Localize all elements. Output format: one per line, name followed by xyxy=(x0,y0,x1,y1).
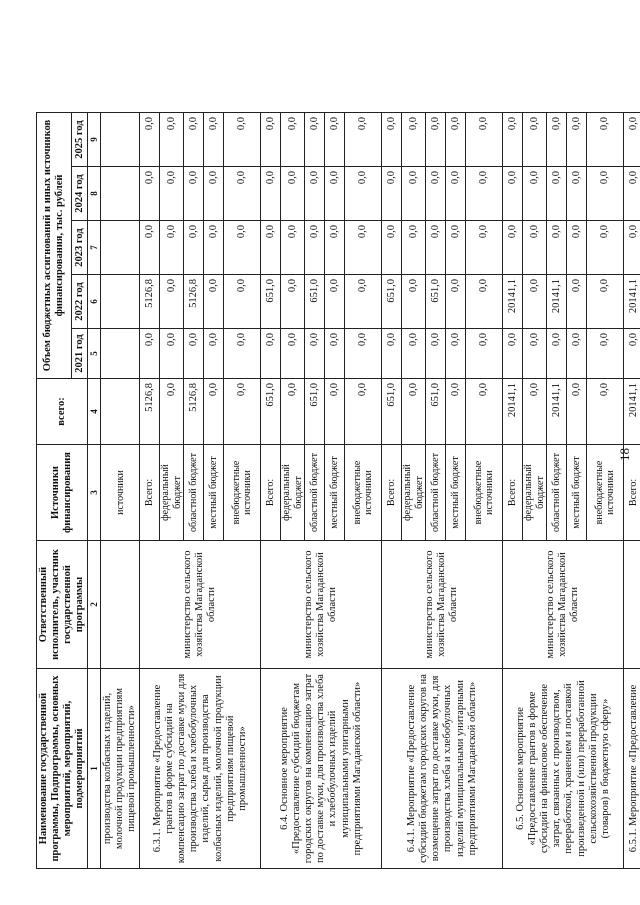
header-year: 2021 год xyxy=(71,329,87,379)
column-number: 3 xyxy=(88,445,101,541)
amount-cell: 0,0 xyxy=(204,329,224,379)
header-year: 2025 год xyxy=(71,113,87,167)
amount-cell: 0,0 xyxy=(587,275,624,329)
amount-cell: 5126,8 xyxy=(140,379,160,445)
column-number: 1 xyxy=(88,669,101,869)
header-year: 2022 год xyxy=(71,275,87,329)
amount-cell: 0,0 xyxy=(523,329,547,379)
amount-cell: 0,0 xyxy=(402,379,426,445)
amount-cell: 0,0 xyxy=(305,167,325,221)
amount-cell: 0,0 xyxy=(402,221,426,275)
amount-cell: 0,0 xyxy=(547,221,567,275)
amount-cell: 0,0 xyxy=(160,329,184,379)
column-number: 9 xyxy=(88,113,101,167)
budget-table xyxy=(36,112,640,869)
amount-cell: 0,0 xyxy=(345,379,382,445)
column-number: 8 xyxy=(88,167,101,221)
amount-cell: 0,0 xyxy=(567,329,587,379)
amount-cell: 0,0 xyxy=(523,113,547,167)
amount-cell: 0,0 xyxy=(160,167,184,221)
amount-cell: 0,0 xyxy=(224,379,261,445)
responsible-cell: министерство сельского хозяйства Магаданской области xyxy=(261,541,382,669)
amount-cell: 0,0 xyxy=(325,167,345,221)
amount-cell: 0,0 xyxy=(184,329,204,379)
funding-source-cell: Всего: xyxy=(382,445,402,541)
column-number: 6 xyxy=(88,275,101,329)
funding-source-cell: Всего: xyxy=(624,445,640,541)
column-number: 7 xyxy=(88,221,101,275)
table-row xyxy=(624,113,640,869)
header-responsible: Ответственный исполнитель, участник государственной программы xyxy=(37,541,88,669)
amount-cell: 0,0 xyxy=(503,167,523,221)
amount-cell: 0,0 xyxy=(305,221,325,275)
amount-cell: 0,0 xyxy=(567,113,587,167)
amount-cell: 0,0 xyxy=(402,167,426,221)
funding-source-cell: Всего: xyxy=(140,445,160,541)
amount-cell: 0,0 xyxy=(426,113,446,167)
amount-cell: 0,0 xyxy=(281,329,305,379)
amount-cell: 651,0 xyxy=(305,275,325,329)
amount-cell: 20141,1 xyxy=(624,275,640,329)
amount-cell: 0,0 xyxy=(160,379,184,445)
amount-cell: 0,0 xyxy=(345,167,382,221)
header-name: Наименование государственной программы, Подпрограммы, основных мероприятий, мероприятий, подмероприятий xyxy=(37,669,88,869)
amount-cell: 0,0 xyxy=(345,329,382,379)
header-funding-group: Объем бюджетных ассигнований и иных источников финансирования, тыс. рублей xyxy=(37,113,72,379)
funding-source-cell: внебюджетные источники xyxy=(345,445,382,541)
amount-cell: 0,0 xyxy=(325,221,345,275)
amount-cell: 651,0 xyxy=(261,275,281,329)
header-year: 2024 год xyxy=(71,167,87,221)
amount-cell: 0,0 xyxy=(224,275,261,329)
amount-cell: 0,0 xyxy=(466,221,503,275)
amount-cell: 0,0 xyxy=(446,329,466,379)
table-row xyxy=(261,113,281,869)
funding-source-cell: внебюджетные источники xyxy=(224,445,261,541)
amount-cell: 0,0 xyxy=(402,329,426,379)
funding-source-cell: Всего: xyxy=(503,445,523,541)
amount-cell: 0,0 xyxy=(224,167,261,221)
amount-cell: 0,0 xyxy=(325,275,345,329)
table-row xyxy=(101,113,140,869)
amount-cell: 0,0 xyxy=(325,329,345,379)
amount-cell: 0,0 xyxy=(587,167,624,221)
amount-cell: 0,0 xyxy=(587,113,624,167)
responsible-cell xyxy=(101,541,140,669)
amount-cell: 0,0 xyxy=(281,379,305,445)
amount-cell: 0,0 xyxy=(140,221,160,275)
amount-cell: 0,0 xyxy=(281,113,305,167)
amount-cell: 0,0 xyxy=(446,275,466,329)
amount-cell: 0,0 xyxy=(466,379,503,445)
amount-cell xyxy=(101,221,140,275)
amount-cell: 651,0 xyxy=(426,379,446,445)
amount-cell: 0,0 xyxy=(224,113,261,167)
amount-cell: 0,0 xyxy=(466,167,503,221)
amount-cell: 0,0 xyxy=(624,221,640,275)
amount-cell: 651,0 xyxy=(426,275,446,329)
amount-cell: 5126,8 xyxy=(140,275,160,329)
amount-cell: 0,0 xyxy=(466,275,503,329)
amount-cell: 0,0 xyxy=(140,329,160,379)
funding-source-cell: местный бюджет xyxy=(325,445,345,541)
responsible-cell: министерство сельского хозяйства Магаданской области xyxy=(140,541,261,669)
amount-cell: 0,0 xyxy=(587,379,624,445)
amount-cell: 0,0 xyxy=(547,167,567,221)
amount-cell: 0,0 xyxy=(345,275,382,329)
amount-cell: 0,0 xyxy=(446,379,466,445)
amount-cell: 0,0 xyxy=(587,221,624,275)
amount-cell: 0,0 xyxy=(204,221,224,275)
amount-cell: 20141,1 xyxy=(503,379,523,445)
amount-cell: 651,0 xyxy=(382,275,402,329)
funding-source-cell: областной бюджет xyxy=(426,445,446,541)
amount-cell: 0,0 xyxy=(503,113,523,167)
column-number: 4 xyxy=(88,379,101,445)
amount-cell: 0,0 xyxy=(160,221,184,275)
amount-cell xyxy=(101,167,140,221)
amount-cell: 0,0 xyxy=(402,275,426,329)
funding-source-cell: внебюджетные источники xyxy=(466,445,503,541)
amount-cell: 0,0 xyxy=(503,329,523,379)
amount-cell: 0,0 xyxy=(382,167,402,221)
amount-cell: 0,0 xyxy=(345,221,382,275)
header-sources: Источники финансирования xyxy=(37,445,88,541)
amount-cell: 0,0 xyxy=(503,221,523,275)
amount-cell: 0,0 xyxy=(523,379,547,445)
amount-cell: 0,0 xyxy=(624,329,640,379)
amount-cell: 651,0 xyxy=(261,379,281,445)
amount-cell: 0,0 xyxy=(305,329,325,379)
amount-cell: 0,0 xyxy=(466,113,503,167)
amount-cell: 0,0 xyxy=(587,329,624,379)
column-number: 2 xyxy=(88,541,101,669)
amount-cell: 0,0 xyxy=(382,113,402,167)
amount-cell: 0,0 xyxy=(281,221,305,275)
funding-source-cell: областной бюджет xyxy=(305,445,325,541)
amount-cell: 0,0 xyxy=(382,221,402,275)
amount-cell: 0,0 xyxy=(261,167,281,221)
funding-source-cell: местный бюджет xyxy=(567,445,587,541)
amount-cell: 0,0 xyxy=(523,221,547,275)
table-row xyxy=(382,113,402,869)
amount-cell: 0,0 xyxy=(523,275,547,329)
funding-source-cell: источники xyxy=(101,445,140,541)
table-row xyxy=(503,113,523,869)
amount-cell: 0,0 xyxy=(184,113,204,167)
funding-source-cell: областной бюджет xyxy=(547,445,567,541)
amount-cell: 0,0 xyxy=(325,379,345,445)
program-name-cell: 6.4. Основное мероприятие «Предоставление субсидий бюджетам городских округов на компенсацию затрат по доставке муки, для производства хлеба и хлебобулочных изделий муниципальными унитарными предприятиями Магаданской области» xyxy=(261,669,382,869)
funding-source-cell: Всего: xyxy=(261,445,281,541)
amount-cell: 0,0 xyxy=(567,379,587,445)
amount-cell: 5126,8 xyxy=(184,379,204,445)
amount-cell: 0,0 xyxy=(160,113,184,167)
amount-cell: 0,0 xyxy=(547,329,567,379)
program-name-cell: 6.4.1. Мероприятие «Предоставление субсидий бюджетам городских округов на возмещение затрат по доставке муки, для производства хлеба и хлебобулочных изделий муниципальными унитарными предприятиями Магаданской области» xyxy=(382,669,503,869)
program-name-cell: 6.5.1. Мероприятие «Предоставление xyxy=(624,669,640,869)
table-row xyxy=(140,113,160,869)
amount-cell: 0,0 xyxy=(261,113,281,167)
amount-cell: 0,0 xyxy=(523,167,547,221)
amount-cell: 0,0 xyxy=(382,329,402,379)
funding-source-cell: местный бюджет xyxy=(446,445,466,541)
amount-cell xyxy=(101,113,140,167)
column-number: 5 xyxy=(88,329,101,379)
amount-cell: 0,0 xyxy=(567,275,587,329)
amount-cell: 0,0 xyxy=(305,113,325,167)
amount-cell: 0,0 xyxy=(624,113,640,167)
header-year: 2023 год xyxy=(71,221,87,275)
amount-cell: 0,0 xyxy=(345,113,382,167)
responsible-cell xyxy=(624,541,640,669)
amount-cell: 20141,1 xyxy=(624,379,640,445)
amount-cell: 0,0 xyxy=(426,167,446,221)
amount-cell: 0,0 xyxy=(261,329,281,379)
amount-cell: 0,0 xyxy=(160,275,184,329)
amount-cell: 0,0 xyxy=(446,221,466,275)
amount-cell: 0,0 xyxy=(140,167,160,221)
amount-cell: 0,0 xyxy=(281,275,305,329)
amount-cell xyxy=(101,379,140,445)
amount-cell: 0,0 xyxy=(281,167,305,221)
funding-source-cell: федеральный бюджет xyxy=(281,445,305,541)
amount-cell: 651,0 xyxy=(305,379,325,445)
amount-cell: 0,0 xyxy=(624,167,640,221)
amount-cell: 5126,8 xyxy=(184,275,204,329)
amount-cell: 0,0 xyxy=(426,221,446,275)
amount-cell: 20141,1 xyxy=(547,275,567,329)
amount-cell xyxy=(101,275,140,329)
header-total: всего: xyxy=(37,379,88,445)
amount-cell: 0,0 xyxy=(402,113,426,167)
funding-source-cell: областной бюджет xyxy=(184,445,204,541)
program-name-cell: 6.5. Основное мероприятие «Предоставление грантов в форме субсидий на финансовое обеспечение затрат, связанных с производством, переработкой, хранением и поставкой произведенной и (или) переработанной сельскохозяйственной продукции (товаров) в бюджетную сферу» xyxy=(503,669,624,869)
program-name-cell: производства колбасных изделий, молочной продукции предприятиям пищевой промышленности» xyxy=(101,669,140,869)
amount-cell: 0,0 xyxy=(547,113,567,167)
program-name-cell: 6.3.1. Мероприятие «Предоставление грантов в форме субсидий на компенсацию затрат по доставке муки для производства хлеба и хлебобулочных изделий, сырья для производства колбасных изделий, молочной продукции предприятиям пищевой промышленности» xyxy=(140,669,261,869)
amount-cell xyxy=(101,329,140,379)
amount-cell: 0,0 xyxy=(325,113,345,167)
amount-cell: 0,0 xyxy=(426,329,446,379)
responsible-cell: министерство сельского хозяйства Магаданской области xyxy=(382,541,503,669)
funding-source-cell: федеральный бюджет xyxy=(160,445,184,541)
amount-cell: 0,0 xyxy=(204,275,224,329)
amount-cell: 0,0 xyxy=(184,221,204,275)
funding-source-cell: внебюджетные источники xyxy=(587,445,624,541)
amount-cell: 0,0 xyxy=(204,113,224,167)
amount-cell: 0,0 xyxy=(184,167,204,221)
funding-source-cell: федеральный бюджет xyxy=(523,445,547,541)
funding-source-cell: федеральный бюджет xyxy=(402,445,426,541)
amount-cell: 0,0 xyxy=(224,221,261,275)
amount-cell: 651,0 xyxy=(382,379,402,445)
responsible-cell: министерство сельского хозяйства Магаданской области xyxy=(503,541,624,669)
funding-source-cell: местный бюджет xyxy=(204,445,224,541)
amount-cell: 0,0 xyxy=(140,113,160,167)
amount-cell: 0,0 xyxy=(446,167,466,221)
amount-cell: 0,0 xyxy=(567,221,587,275)
page-number: 18 xyxy=(617,448,632,461)
amount-cell: 0,0 xyxy=(204,167,224,221)
amount-cell: 0,0 xyxy=(466,329,503,379)
amount-cell: 0,0 xyxy=(567,167,587,221)
amount-cell: 20141,1 xyxy=(503,275,523,329)
amount-cell: 0,0 xyxy=(204,379,224,445)
amount-cell: 0,0 xyxy=(224,329,261,379)
amount-cell: 20141,1 xyxy=(547,379,567,445)
amount-cell: 0,0 xyxy=(446,113,466,167)
amount-cell: 0,0 xyxy=(261,221,281,275)
